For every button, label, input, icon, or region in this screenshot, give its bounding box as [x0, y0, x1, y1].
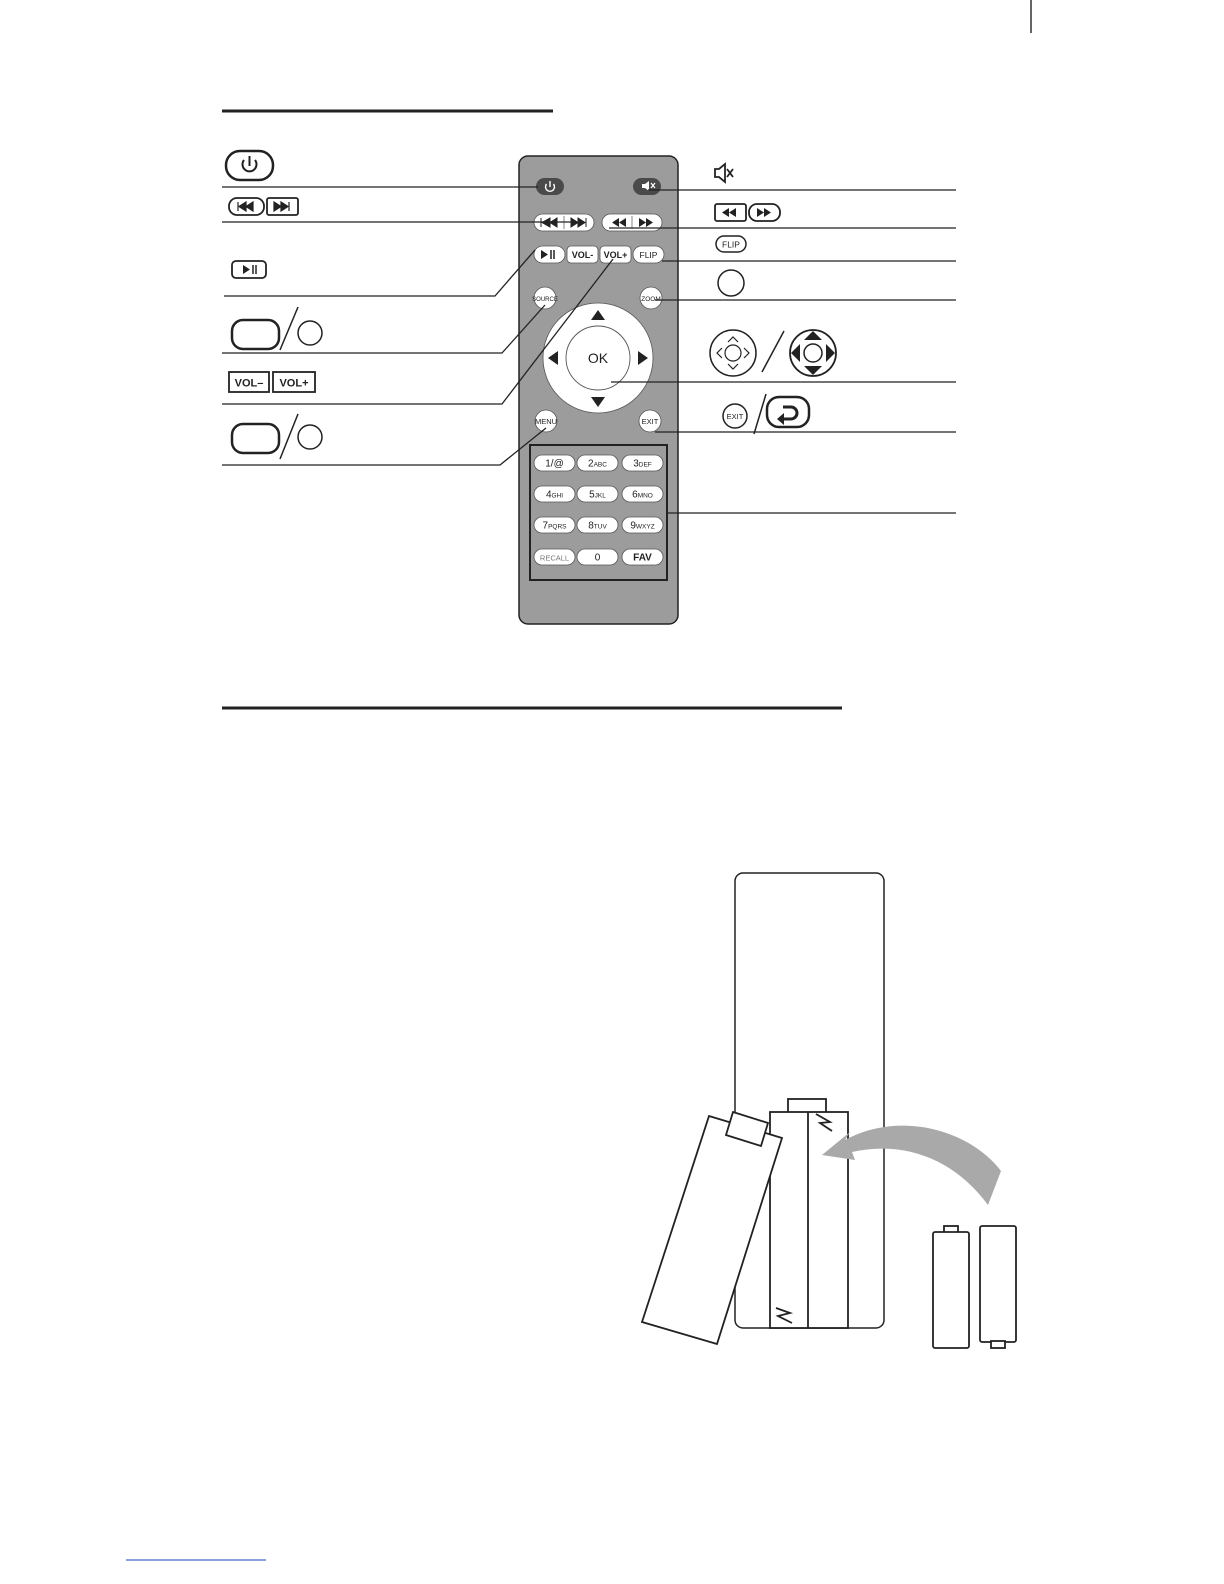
remote-ok-button[interactable]	[566, 326, 630, 390]
keypad-key[interactable]	[534, 549, 575, 565]
legend-zoom-icon	[718, 270, 744, 296]
legend-vol-minus-label: VOL–	[234, 377, 264, 390]
legend-flip-icon	[716, 236, 746, 252]
keypad-key-label	[540, 554, 569, 563]
remote-zoom-label: ZOOM	[641, 296, 661, 303]
keypad-key[interactable]	[534, 455, 575, 471]
keypad-key-digit: 0	[594, 552, 601, 564]
keypad-key[interactable]	[534, 486, 575, 502]
battery-icon	[933, 1226, 969, 1348]
keypad-key[interactable]	[577, 486, 618, 502]
keypad-key[interactable]	[577, 455, 618, 471]
keypad-key[interactable]	[622, 486, 663, 502]
keypad-key[interactable]	[577, 517, 618, 533]
keypad-key-label	[595, 553, 601, 564]
keypad-key-label	[633, 553, 652, 564]
return-icon	[767, 397, 809, 427]
remote-power-button[interactable]	[536, 178, 564, 195]
legend-source-icon	[232, 307, 322, 350]
keypad-key-letters: DEF	[638, 461, 652, 469]
keypad-key-letters: WXYZ	[635, 523, 655, 531]
keypad-key-digit: RECALL	[539, 553, 570, 563]
remote-exit-label: EXIT	[641, 417, 659, 426]
keypad-key[interactable]	[534, 517, 575, 533]
legend-menu-icon	[232, 414, 322, 459]
legend-power-icon	[226, 151, 273, 180]
keypad-key-digit: 7	[542, 520, 549, 532]
legend-flip-label: FLIP	[722, 239, 740, 250]
keypad-key-digit: 9	[630, 520, 636, 532]
keypad-key-letters: MNO	[637, 492, 653, 500]
legend-exit-label: EXIT	[726, 412, 744, 421]
legend-play-pause-icon	[232, 261, 266, 278]
keypad-key-letters: GHI	[551, 492, 564, 500]
remote-source-label: SOURCE	[532, 297, 558, 303]
keypad-key-digit: FAV	[633, 552, 652, 564]
legend-exit-icon	[723, 394, 766, 434]
remote-zoom-button[interactable]	[640, 287, 662, 309]
keypad-key-letters: ABC	[593, 461, 607, 469]
legend-navigation-icon	[710, 330, 836, 376]
remote-flip-label: FLIP	[639, 250, 658, 260]
remote-vol-plus-button[interactable]	[600, 246, 631, 263]
keypad-key-letters: PQRS	[548, 523, 567, 531]
legend-vol-icon	[229, 372, 315, 392]
remote-play-pause-button[interactable]	[534, 246, 565, 263]
keypad-key-digit: 5	[589, 489, 595, 501]
keypad-key-digit: 8	[588, 520, 594, 532]
legend-mute-icon	[715, 164, 733, 182]
remote-mute-button[interactable]	[633, 178, 661, 195]
keypad-key-digit: 1/@	[545, 458, 564, 470]
keypad-key-label	[545, 459, 564, 470]
keypad-key-letters: TUV	[593, 523, 607, 531]
keypad-key-digit: 4	[545, 489, 552, 501]
remote-vol-plus-label: VOL+	[603, 250, 628, 260]
keypad-key-letters: JKL	[594, 492, 606, 500]
remote-ok-label: OK	[587, 350, 609, 366]
keypad-key-digit: 6	[632, 489, 638, 501]
keypad-key[interactable]	[577, 549, 618, 565]
keypad-key-digit: 3	[633, 458, 639, 470]
battery-icon-second	[980, 1226, 1016, 1348]
remote-vol-minus-label: VOL-	[571, 250, 594, 260]
legend-rewind-forward-icon	[715, 204, 780, 221]
legend-prev-next-icon	[229, 198, 298, 215]
remote-exit-button[interactable]	[639, 410, 661, 432]
battery-compartment	[770, 1099, 848, 1328]
keypad-key[interactable]	[622, 549, 663, 565]
keypad-key[interactable]	[622, 517, 663, 533]
remote-flip-button[interactable]	[633, 246, 664, 263]
keypad-key-digit: 2	[588, 458, 594, 470]
legend-vol-plus-label: VOL+	[279, 377, 309, 390]
remote-menu-label: MENU	[534, 417, 558, 426]
keypad-key[interactable]	[622, 455, 663, 471]
remote-vol-minus-button[interactable]	[567, 246, 598, 263]
